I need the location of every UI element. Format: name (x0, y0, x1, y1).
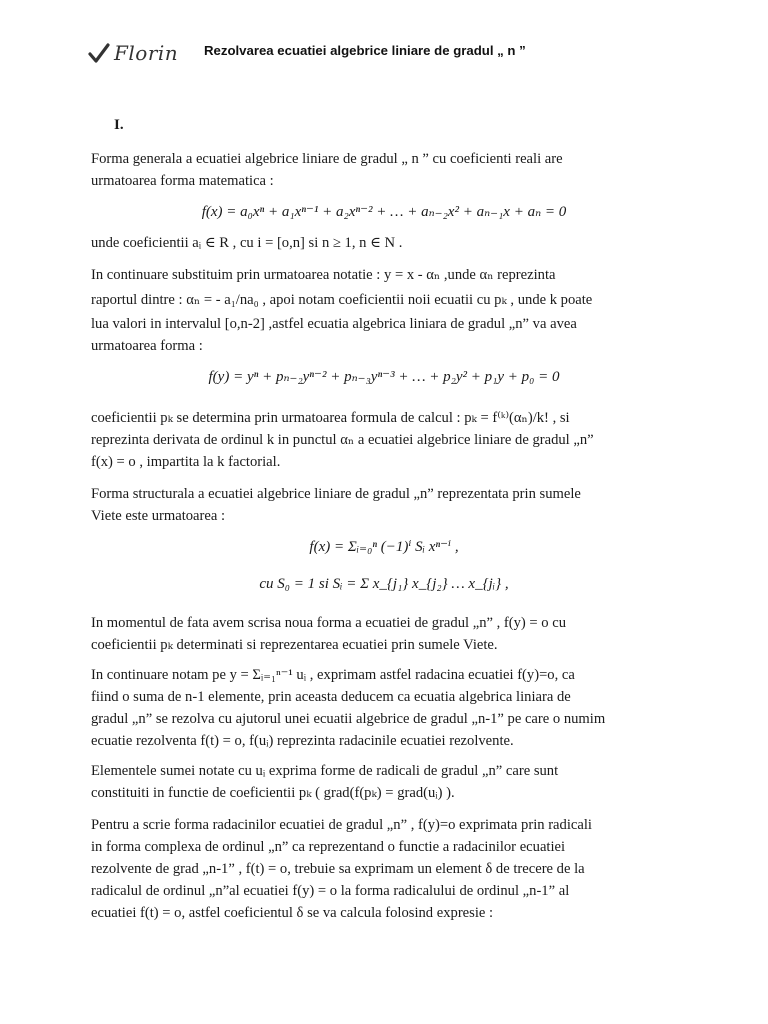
equation-viete-form: f(x) = Σᵢ₌₀ⁿ (−1)ⁱ Sᵢ xⁿ⁻ⁱ , (309, 539, 459, 555)
page-header (88, 38, 688, 68)
text-line: rezolvente de grad „n-1” , f(t) = o, trebuie sa exprimam un element δ de trecere de la (91, 861, 585, 877)
text-line: In continuare substituim prin urmatoarea notatie : y = x - αₙ ,unde αₙ reprezinta (91, 267, 556, 283)
text-line: radicalul de ordinul „n”al ecuatiei f(y) = o la forma radicalului de ordinul „n-1” al (91, 883, 570, 899)
logo-text: Florin (114, 41, 179, 65)
text-line: reprezinta derivata de ordinul k in punctul αₙ a ecuatiei algebrice liniare de gradul „n” (91, 432, 594, 448)
text-line: raportul dintre : αₙ = - a₁/na₀ , apoi notam coeficientii noii ecuatii cu pₖ , unde k poate (91, 292, 593, 308)
text-line: Forma generala a ecuatiei algebrice liniare de gradul „ n ” cu coeficienti reali are (91, 151, 563, 167)
text-line: Forma structurala a ecuatiei algebrice liniare de gradul „n” reprezentata prin sumele (91, 486, 581, 502)
text-line: In momentul de fata avem scrisa noua forma a ecuatiei de gradul „n” , f(y) = o cu (91, 615, 567, 631)
text-line: ecuatie rezolventa f(t) = o, f(uᵢ) reprezinta radacinile ecuatiei rezolvente. (91, 733, 514, 749)
text-line: fiind o suma de n-1 elemente, prin aceasta deducem ca ecuatia algebrica liniara de (91, 689, 571, 705)
text-line: unde coeficientii aᵢ ∈ R , cu i = [o,n] si n ≥ 1, n ∈ N . (91, 235, 403, 251)
text-line: coeficientii pₖ se determina prin urmatoarea formula de calcul : pₖ = f⁽ᵏ⁾(αₙ)/k! , si (91, 410, 570, 426)
equation-viete-sums: cu S₀ = 1 si Sᵢ = Σ x_{j₁} x_{j₂} … x_{jᵢ} , (259, 576, 509, 592)
logo (88, 38, 178, 68)
document-title: Rezolvarea ecuatiei algebrice liniare de gradul „ n ” (204, 43, 526, 58)
text-line: in forma complexa de ordinul „n” ca reprezentand o functie a radacinilor ecuatiei (91, 839, 566, 855)
section-number: I. (114, 117, 124, 133)
text-line: f(x) = o , impartita la k factorial. (91, 454, 281, 470)
text-line: Viete este urmatoarea : (91, 508, 226, 524)
checkmark-icon (88, 42, 110, 64)
equation-polynomial-y: f(y) = yⁿ + pₙ₋₂yⁿ⁻² + pₙ₋₃yⁿ⁻³ + … + p₂y² + p₁y + p₀ = 0 (208, 369, 560, 385)
text-line: lua valori in intervalul [o,n-2] ,astfel ecuatia algebrica liniara de gradul „n” va avea (91, 316, 577, 332)
text-line: In continuare notam pe y = Σᵢ₌₁ⁿ⁻¹ uᵢ , exprimam astfel radacina ecuatiei f(y)=o, ca (91, 667, 575, 683)
text-line: constituiti in functie de coeficientii pₖ ( grad(f(pₖ) = grad(uᵢ) ). (91, 785, 455, 801)
text-line: Pentru a scrie forma radacinilor ecuatiei de gradul „n” , f(y)=o exprimata prin radicali (91, 817, 592, 833)
equation-polynomial-x: f(x) = a₀xⁿ + a₁xⁿ⁻¹ + a₂xⁿ⁻² + … + aₙ₋₂x² + aₙ₋₁x + aₙ = 0 (201, 204, 567, 220)
text-line: urmatoarea forma matematica : (91, 173, 274, 189)
text-line: urmatoarea forma : (91, 338, 203, 354)
text-line: Elementele sumei notate cu uᵢ exprima forme de radicali de gradul „n” care sunt (91, 763, 559, 779)
text-line: ecuatiei f(t) = o, astfel coeficientul δ se va calcula folosind expresie : (91, 905, 494, 921)
text-line: coeficientii pₖ determinati si reprezentarea ecuatiei prin sumele Viete. (91, 637, 498, 653)
text-line: gradul „n” se rezolva cu ajutorul unei ecuatii algebrice de gradul „n-1” pe care o numim (91, 711, 606, 727)
